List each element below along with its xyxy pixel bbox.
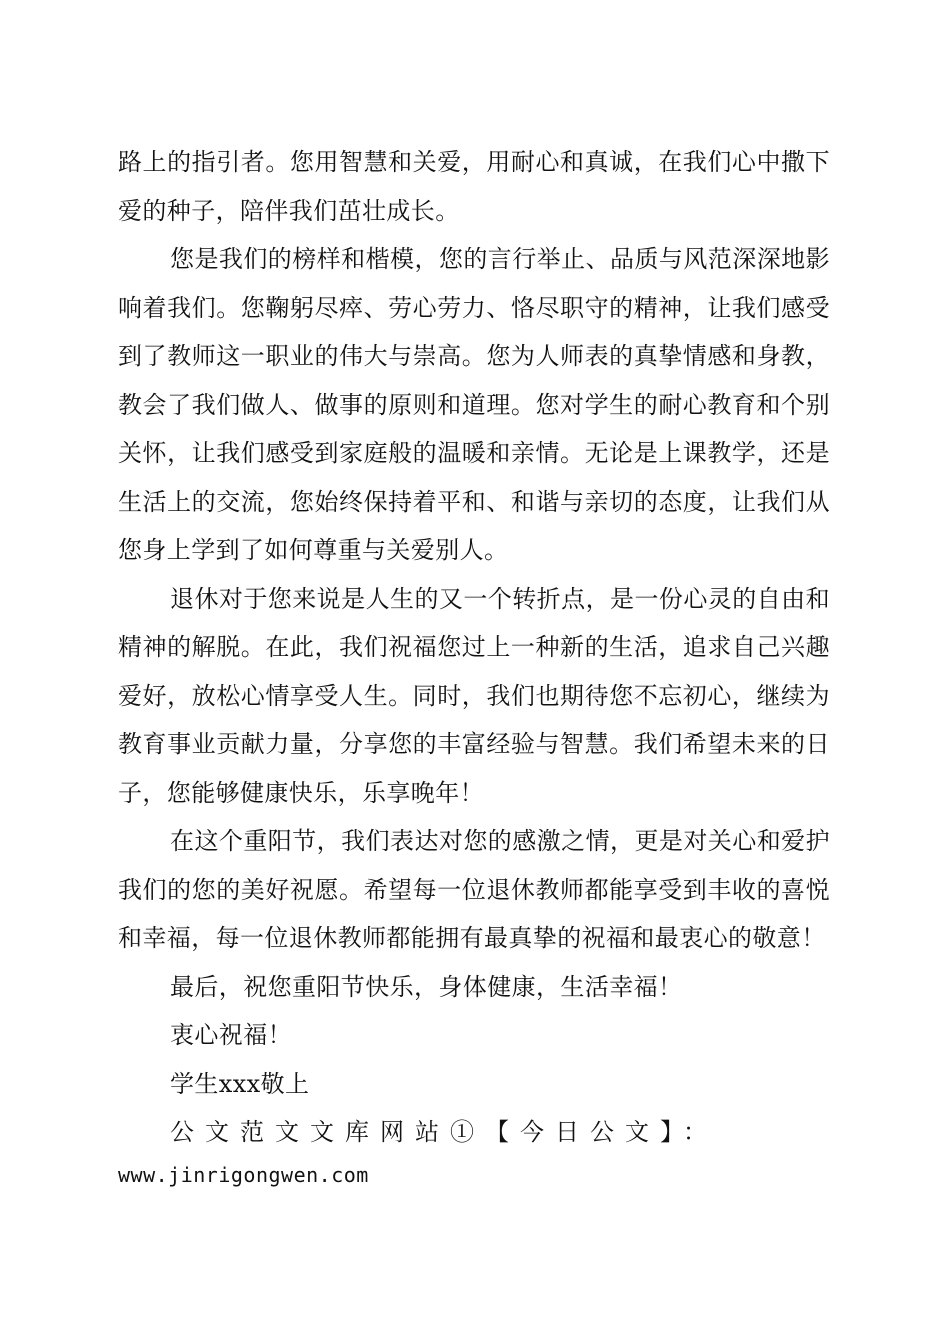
paragraph-role-model: 您是我们的榜样和楷模，您的言行举止、品质与风范深深地影响着我们。您鞠躬尽瘁、劳心劳力、恪尽职守的精神，让我们感受到了教师这一职业的伟大与崇高。您为人师表的真挚情感和身教，教会了我们做人、做事的原则和道理。您对学生的耐心教育和个别关怀，让我们感受到家庭般的温暖和亲情。无论是上课教学，还是生活上的交流，您始终保持着平和、和谐与亲切的态度，让我们从您身上学到了如何尊重与关爱别人。 [118,245,830,564]
blessing-line: 衷心祝福！ [170,1021,292,1049]
document-body [118,138,830,1193]
signature-line: 学生xxx敬上 [170,1069,310,1098]
paragraph-double-ninth: 在这个重阳节，我们表达对您的感激之情，更是对关心和爱护我们的您的美好祝愿。希望每一位退休教师都能享受到丰收的喜悦和幸福，每一位退休教师都能拥有最真挚的祝福和最衷心的敬意！ [118,827,830,952]
footer-source-text: 公文范文文库网站①【今日公文】： [170,1118,718,1146]
paragraph-retirement: 退休对于您来说是人生的又一个转折点，是一份心灵的自由和精神的解脱。在此，我们祝福您过上一种新的生活，追求自己兴趣爱好，放松心情享受人生。同时，我们也期待您不忘初心，继续为教育事业贡献力量，分享您的丰富经验与智慧。我们希望未来的日子，您能够健康快乐，乐享晚年！ [118,584,830,807]
paragraph-continued: 路上的指引者。您用智慧和关爱，用耐心和真诚，在我们心中撒下爱的种子，陪伴我们茁壮成长。 [118,148,830,225]
footer-url[interactable]: www.jinrigongwen.com [118,1162,369,1187]
closing-wish: 最后，祝您重阳节快乐，身体健康，生活幸福！ [170,972,683,1001]
